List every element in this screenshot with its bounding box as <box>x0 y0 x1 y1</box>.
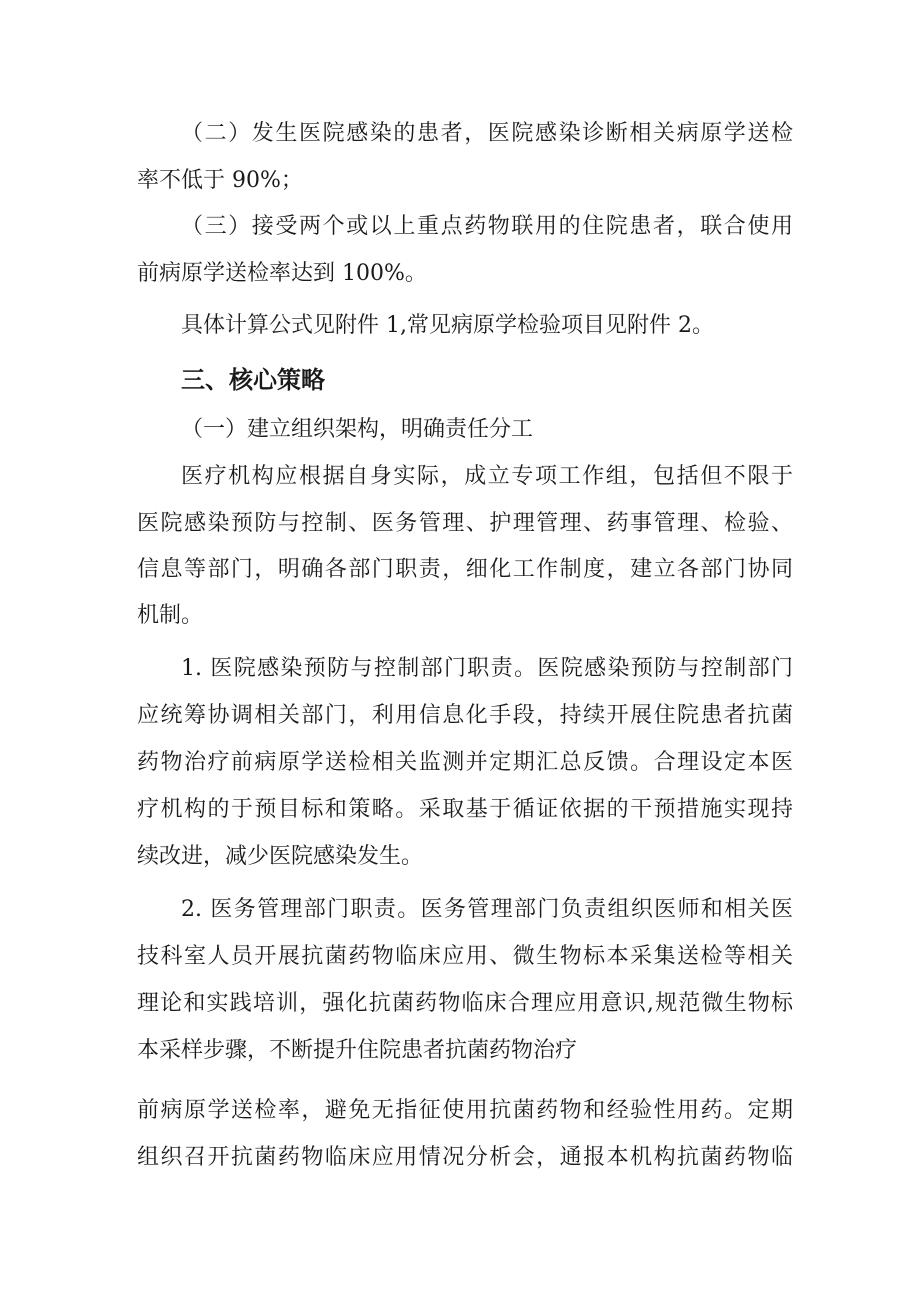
paragraph-line: 理论和实践培训，强化抗菌药物临床合理应用意识,规范微生物标 <box>137 991 793 1016</box>
paragraph-line: 信息等部门，明确各部门职责，细化工作制度，建立各部门协同 <box>137 557 793 582</box>
paragraph-line: 前病原学送检率，避免无指征使用抗菌药物和经验性用药。定期 <box>137 1098 793 1123</box>
paragraph-line: 具体计算公式见附件 1,常见病原学检验项目见附件 2。 <box>181 313 714 338</box>
sub-heading: （一）建立组织架构，明确责任分工 <box>181 417 534 442</box>
paragraph-line: 应统筹协调相关部门，利用信息化手段，持续开展住院患者抗菌 <box>137 703 793 728</box>
paragraph-line: 组织召开抗菌药物临床应用情况分析会，通报本机构抗菌药物临 <box>137 1145 793 1170</box>
paragraph-line: 医院感染预防与控制、医务管理、护理管理、药事管理、检验、 <box>137 511 793 536</box>
paragraph-line: 疗机构的于预目标和策略。采取基于循证依据的干预措施实现持 <box>137 797 793 822</box>
paragraph-line: （三）接受两个或以上重点药物联用的住院患者，联合使用 <box>181 214 793 239</box>
paragraph-line: 1. 医院感染预防与控制部门职责。医院感染预防与控制部门 <box>181 656 793 681</box>
paragraph-line: 药物治疗前病原学送检相关监测并定期汇总反馈。合理设定本医 <box>137 750 793 775</box>
paragraph-line: 前病原学送检率达到 100%。 <box>137 261 427 286</box>
paragraph-line: 本采样步骤，不断提升住院患者抗菌药物治疗 <box>137 1038 578 1063</box>
paragraph-line: 率不低于 90%； <box>137 168 303 193</box>
paragraph-line: 2. 医务管理部门职责。医务管理部门负责组织医师和相关医 <box>181 897 793 922</box>
section-heading: 三、核心策略 <box>181 366 325 394</box>
paragraph-line: （二）发生医院感染的患者，医院感染诊断相关病原学送检 <box>181 121 793 146</box>
paragraph-line: 医疗机构应根据自身实际，成立专项工作组，包括但不限于 <box>181 464 793 489</box>
paragraph-line: 机制。 <box>137 603 204 628</box>
paragraph-line: 续改进，减少医院感染发生。 <box>137 844 424 869</box>
paragraph-line: 技科室人员开展抗菌药物临床应用、微生物标本采集送检等相关 <box>137 944 793 969</box>
